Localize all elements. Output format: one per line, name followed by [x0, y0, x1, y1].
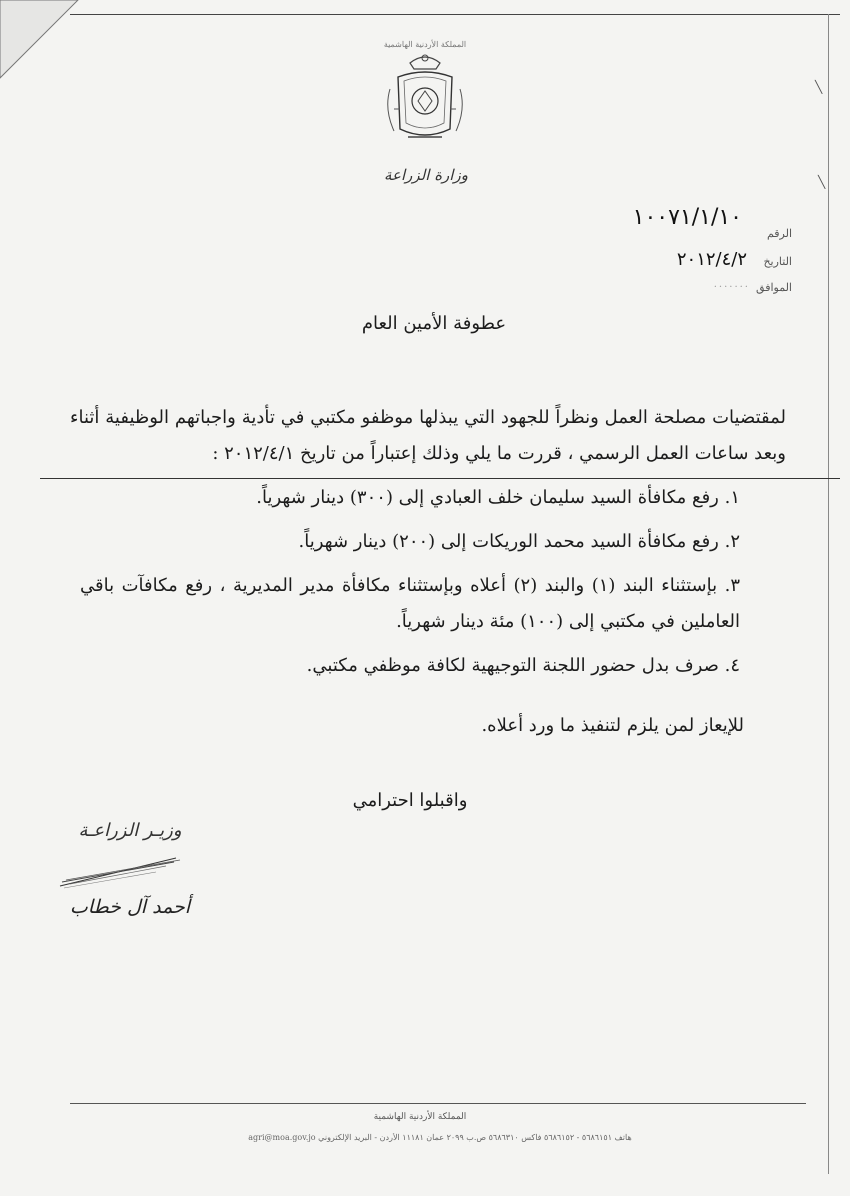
scan-mark: ╲ [815, 80, 823, 94]
footer-divider [70, 1103, 806, 1104]
corresponding-blank: ....... [713, 279, 750, 290]
scan-fold-line [40, 478, 840, 479]
reference-block [562, 205, 792, 294]
corresponding-row [562, 257, 792, 294]
minister-name: أحمد آل خطاب [69, 896, 191, 918]
emblem-block [380, 40, 470, 153]
coat-of-arms-icon [380, 49, 470, 149]
reference-number-label: الرقم [766, 227, 792, 240]
date-value: ٢٠١٢/٤/٢ [676, 249, 747, 270]
decision-list [80, 480, 740, 692]
letter-intro: لمقتضيات مصلحة العمل ونظراً للجهود التي يبذلها موظفو مكتبي في تأدية واجباتهم الوظيفية أثناء وبعد ساعات العمل الرسمي ، قررت ما يلي وذلك إعتباراً من تاريخ ٢٠١٢/٤/١ : [70, 407, 786, 464]
decision-item: ٣. بإستثناء البند (١) والبند (٢) أعلاه وبإستثناء مكافأة مدير المديرية ، رفع مكافآت باقي العاملين في مكتبي إلى (١٠٠) مئة دينار شهرياً. [80, 575, 740, 632]
scan-mark: ╲ [818, 175, 826, 189]
signature-icon [56, 852, 186, 892]
footer-contact: هاتف ٥٦٨٦١٥١ - ٥٦٨٦١٥٢ فاكس ٥٦٨٦٣١٠ ص.ب ٢٠٩٩ عمان ١١١٨١ الأردن - البريد الإلكتروني agri@moa.gov.jo [248, 1133, 632, 1142]
minister-title: وزيـر الزراعـة [78, 820, 182, 841]
reference-number-value: ١٠٠٧١/١/١٠ [632, 205, 742, 230]
scan-right-edge [828, 14, 829, 1174]
decision-item: ٢. رفع مكافأة السيد محمد الوريكات إلى (٢٠٠) دينار شهرياً. [298, 531, 740, 552]
reference-number-row [562, 205, 792, 240]
regards: واقبلوا احترامي [352, 790, 468, 811]
salutation: عطوفة الأمين العام [361, 313, 507, 334]
emblem-caption: المملكة الأردنية الهاشمية [383, 40, 467, 49]
date-row [562, 231, 792, 270]
closing-note: للإيعاز لمن يلزم لتنفيذ ما ورد أعلاه. [481, 715, 744, 736]
scan-top-edge [70, 14, 840, 15]
scan-corner-fold [0, 0, 80, 80]
footer-country: المملكة الأردنية الهاشمية [373, 1112, 467, 1122]
date-label: التاريخ [763, 255, 792, 268]
ministry-name: وزارة الزراعة [384, 166, 468, 184]
corresponding-label: الموافق [756, 281, 792, 294]
decision-item: ١. رفع مكافأة السيد سليمان خلف العبادي إلى (٣٠٠) دينار شهرياً. [256, 487, 740, 508]
decision-item: ٤. صرف بدل حضور اللجنة التوجيهية لكافة موظفي مكتبي. [306, 655, 740, 676]
